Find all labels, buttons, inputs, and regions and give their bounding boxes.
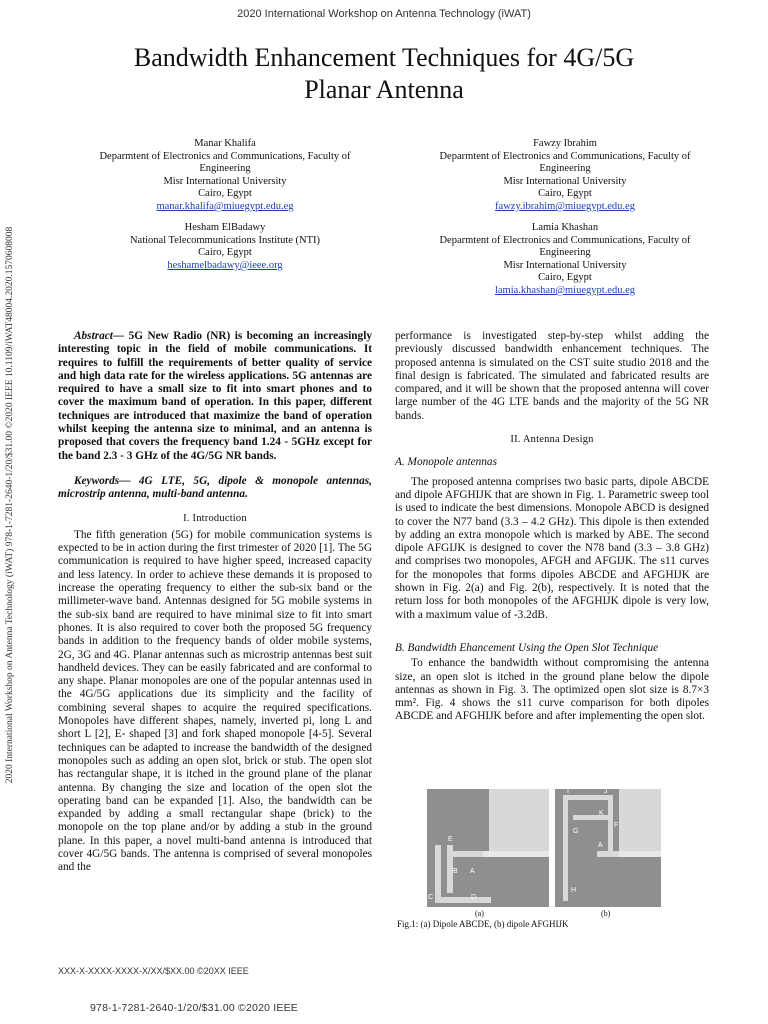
footer-copyright-code: XXX-X-XXXX-XXXX-X/XX/$XX.00 ©20XX IEEE xyxy=(58,966,249,976)
title-line-1: Bandwidth Enhancement Techniques for 4G/5G xyxy=(133,43,635,72)
fig-letter: C xyxy=(428,894,434,901)
monopole-f-b xyxy=(608,823,613,855)
feed-arm-a xyxy=(447,851,483,857)
author-affiliation: Cairo, Egypt xyxy=(198,247,252,259)
fig-letter: B xyxy=(453,868,458,875)
author-block-1 xyxy=(60,138,390,214)
title-line-2: Planar Antenna xyxy=(304,75,464,104)
fig-letter: K xyxy=(599,810,604,817)
introduction-text: The fifth generation (5G) for mobile communication systems is expected to be in action during the first trimester of 2020 [1]. The 5G communication is required to have higher speed, increased capacity and less latency. In order to achieve these demands it is proposed to increase the operating frequency to either the sub-six band or the millimeter-wave band. Antennas designed for 5G mobile systems in the sub-six band are required to have minimal size to fit into smart phones. It is also required to cover both the proposed 5G frequency bands in addition to the frequency bands of older mobile systems, 2G, 3G and 4G. Planar antennas such as microstrip antennas best suit handheld devices. They can be easily fabricated and are conformal to any shape. Planar monopoles are one of the popular antennas used in the 4G/5G applications due its simplicity and the facility of combining several shapes to acquire the required specifications. Monopoles have different shapes, namely, inverted pi, long L and short L [2], E- shaped [3] and fork shaped monopole [4-5]. Several techniques can be adapted to increase the bandwidth of the designed monopoles such as adding an open slot, brick or stub. The open slot has rectangular shape, it is itched in the ground plane of the planar antenna. By changing the size and location of the open slot the operating band can be expanded [1]. Also, the bandwidth can be expanded by adding a small rectangular shape (brick) to the monopole on the top plane and/or by adding a stub in the ground plane. In this paper, a novel multi-band antenna is introduced that cover 4G/5G bands. The antenna is comprised of several monopoles and the xyxy=(58,528,372,874)
monopole-ij-b xyxy=(563,795,613,800)
monopole-strip-a xyxy=(435,845,441,903)
author-name: Lamia Khashan xyxy=(531,222,599,233)
fig-letter: D xyxy=(471,894,477,901)
feed-line-b xyxy=(619,851,661,857)
fig-letter: G xyxy=(573,828,579,835)
fig-letter: J xyxy=(604,788,608,795)
right-column-continuation: performance is investigated step-by-step whilst adding the previously discussed bandwidth enhancement techniques. The proposed antenna is simulated on the CST suite studio 2018 and the final design is fabricated. The simulated and fabricated results are compared, and it will be shown that the proposed antenna will cover large number of the 4G LTE bands and the majority of the 5G NR bands. xyxy=(395,330,709,422)
keywords: Keywords— 4G LTE, 5G, dipole & monopole antennas, microstrip antenna, multi-band antenna. xyxy=(58,474,372,501)
footer-isbn: 978-1-7281-2640-1/20/$31.00 ©2020 IEEE xyxy=(90,1002,298,1014)
monopole-h-b xyxy=(563,795,568,901)
author-name: Manar Khalifa xyxy=(194,138,256,149)
author-email-link[interactable]: fawzy.ibrahim@miuegypt.edu.eg xyxy=(495,200,635,212)
monopole-base-a xyxy=(435,897,491,903)
figure-1-caption: Fig.1: (a) Dipole ABCDE, (b) dipole AFGHIJK xyxy=(397,919,569,929)
author-affiliation: Cairo, Egypt xyxy=(538,272,592,284)
section-1-heading: I. Introduction xyxy=(183,512,247,524)
author-email-link[interactable]: heshamelbadawy@ieee.org xyxy=(167,259,283,271)
author-block-3 xyxy=(60,222,390,272)
fig-letter: E xyxy=(448,836,453,843)
author-affiliation: Deparmtent of Electronics and Communications, Faculty of xyxy=(99,150,351,162)
subsection-a-heading: A. Monopole antennas xyxy=(395,456,497,469)
author-email-link[interactable]: lamia.khashan@miuegypt.edu.eg xyxy=(494,284,635,296)
abstract xyxy=(58,330,372,463)
fig-letter: H xyxy=(571,887,577,894)
author-affiliation: Cairo, Egypt xyxy=(198,188,252,200)
ground-plane-b xyxy=(619,789,661,853)
author-name: Fawzy Ibrahim xyxy=(533,138,597,149)
subsection-b-heading: B. Bandwidth Ehancement Using the Open Slot Technique xyxy=(395,641,659,654)
author-affiliation: Misr International University xyxy=(503,175,627,187)
dipole-afghijk-diagram xyxy=(555,788,661,907)
fig-letter: F xyxy=(614,822,619,829)
section-2-heading: II. Antenna Design xyxy=(510,434,594,446)
author-affiliation: Deparmtent of Electronics and Communications, Faculty of xyxy=(439,150,691,162)
figure-1 xyxy=(397,785,697,925)
author-block-4 xyxy=(400,222,730,298)
side-doi-stamp: 2020 International Workshop on Antenna Technology (iWAT) 978-1-7281-2640-1/20/$31.00 ©2020 IEEE 10.1109/iWAT48004.2020.1570608008 xyxy=(5,226,15,784)
conference-header: 2020 International Workshop on Antenna Technology (iWAT) xyxy=(237,8,531,20)
author-affiliation: Cairo, Egypt xyxy=(538,188,592,200)
author-affiliation: Engineering xyxy=(539,247,591,259)
subsection-a-text: The proposed antenna comprises two basic parts, dipole ABCDE and dipole AFGHIJK that are shown in Fig. 1. Parametric sweep tool is used to indicate the best dimensions. Monopole ABCD is designed to cover the N77 band (3.3 – 4.2 GHz). This dipole is then extended by adding an extra monopole which is marked by ABE. The second dipole AFGIJK is designed to cover the N78 band (3.3 – 3.8 GHz) and comprises two monopoles, AFGH and AFGIJK. The s11 curves for the monopoles that forms dipoles ABCDE and AFGHIJK are shown in Fig. 2(a) and Fig. 2(b), respectively. It is noted that the return loss for both monopoles of the AFGHIJK dipole is very low, with a maximum value of -3.2dB. xyxy=(395,475,709,621)
dipole-abcde-diagram xyxy=(427,789,549,907)
feed-arm-b xyxy=(597,851,619,857)
figure-1-diagrams xyxy=(397,785,697,925)
author-affiliation: Misr International University xyxy=(163,175,287,187)
author-name: Hesham ElBadawy xyxy=(184,222,266,233)
paper-title xyxy=(60,42,708,106)
author-email-link[interactable]: manar.khalifa@miuegypt.edu.eg xyxy=(156,200,294,212)
figure-1a-label: (a) xyxy=(475,909,484,918)
right-column xyxy=(395,330,709,724)
feed-line-a xyxy=(483,851,549,857)
subsection-b-text: To enhance the bandwidth without compromising the antenna size, an open slot is itched in the ground plane below the dipole antennas as shown in Fig. 3. The optimized open slot size is 8.7×3 mm². Fig. 4 shows the s11 curve comparison for both dipoles ABCDE and AFGHIJK before and after implementing the open slot. xyxy=(395,657,709,723)
fig-letter: A xyxy=(598,842,603,849)
author-block-2 xyxy=(400,138,730,214)
ground-plane-a xyxy=(489,789,549,853)
monopole-g-b xyxy=(573,815,613,820)
author-affiliation: Engineering xyxy=(539,163,591,175)
fig-letter: I xyxy=(567,788,569,795)
left-column xyxy=(58,330,372,875)
author-affiliation: Deparmtent of Electronics and Communications, Faculty of xyxy=(439,234,691,246)
author-affiliation: Engineering xyxy=(199,163,251,175)
abstract-text: 5G New Radio (NR) is becoming an increasingly interesting topic in the field of mobile communications. It requires to fulfill the requirements of better quality of service and high data rate for the wireless applications. 5G antennas are required to have a small size to fit into smart phones and to cover the maximum band of operation. In this paper, different techniques are introduced that maximize the band of operation whilst keeping the antenna size to minimal, and an antenna is proposed that covers the frequency band 1.24 - 5GHz except for the band 2.3 - 3 GHz of the 4G/5G NR bands. xyxy=(58,330,372,462)
fig-letter: A xyxy=(470,868,475,875)
author-affiliation: Misr International University xyxy=(503,259,627,271)
figure-1b-label: (b) xyxy=(601,909,611,918)
abstract-label: Abstract— xyxy=(74,330,125,342)
author-affiliation: National Telecommunications Institute (NTI) xyxy=(129,234,321,246)
